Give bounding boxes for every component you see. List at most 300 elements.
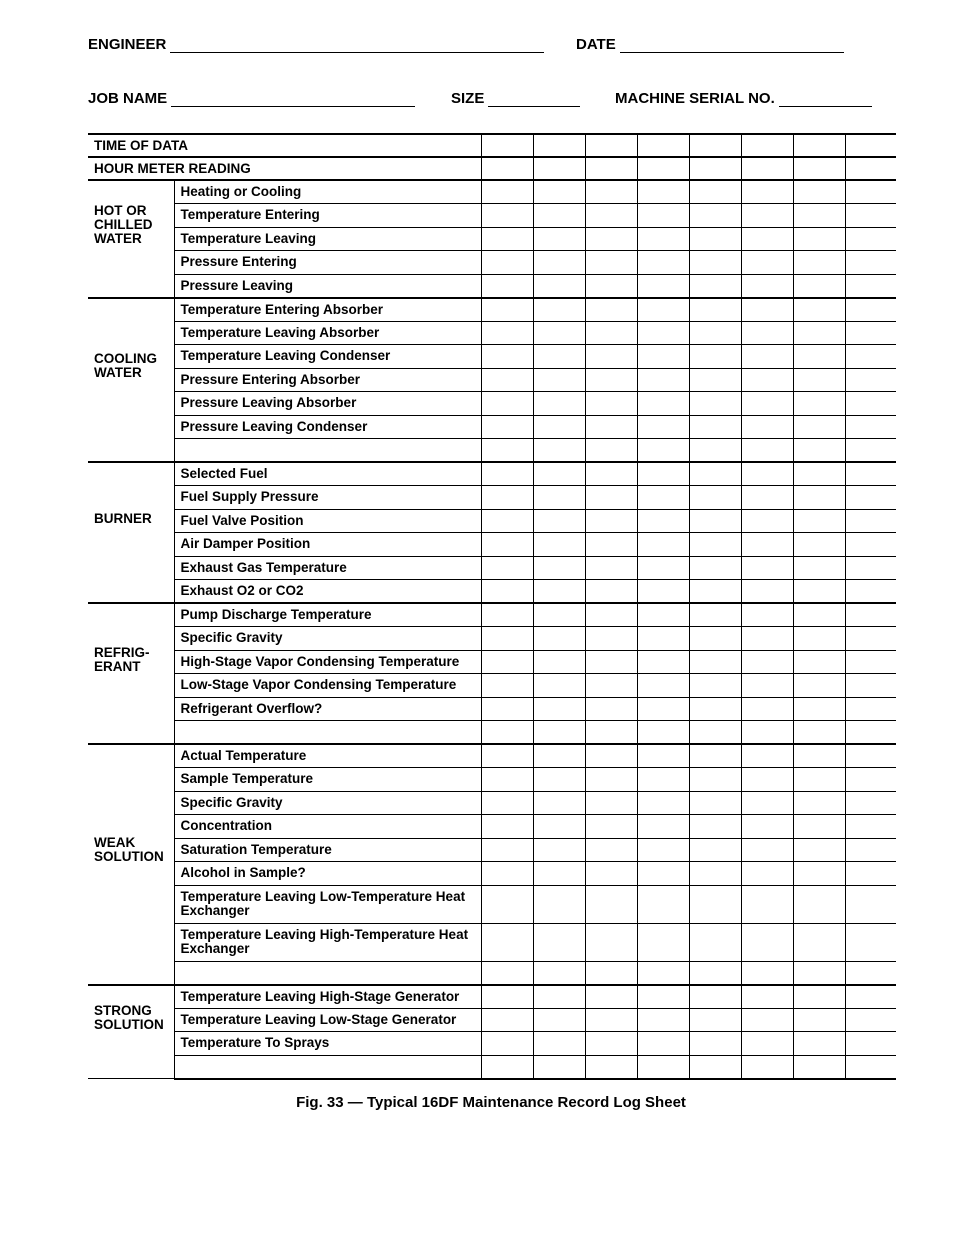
entry-cell[interactable] <box>533 1008 585 1032</box>
entry-cell[interactable] <box>845 509 896 533</box>
entry-cell[interactable] <box>585 768 637 792</box>
entry-cell[interactable] <box>533 603 585 627</box>
entry-cell[interactable] <box>845 650 896 674</box>
entry-cell[interactable] <box>793 251 845 275</box>
entry-cell[interactable] <box>845 744 896 768</box>
entry-cell[interactable] <box>793 439 845 463</box>
entry-cell[interactable] <box>741 603 793 627</box>
entry-cell[interactable] <box>793 961 845 985</box>
entry-cell[interactable] <box>793 392 845 416</box>
entry-cell[interactable] <box>637 815 689 839</box>
entry-cell[interactable] <box>793 345 845 369</box>
entry-cell[interactable] <box>481 580 533 604</box>
entry-cell[interactable] <box>481 838 533 862</box>
entry-cell[interactable] <box>585 1055 637 1079</box>
entry-cell[interactable] <box>585 251 637 275</box>
entry-cell[interactable] <box>481 180 533 204</box>
entry-cell[interactable] <box>637 227 689 251</box>
entry-cell[interactable] <box>689 1032 741 1056</box>
entry-cell[interactable] <box>741 721 793 745</box>
entry-cell[interactable] <box>689 650 741 674</box>
entry-cell[interactable] <box>481 768 533 792</box>
entry-cell[interactable] <box>481 298 533 322</box>
entry-cell[interactable] <box>689 923 741 961</box>
entry-cell[interactable] <box>637 744 689 768</box>
entry-cell[interactable] <box>533 697 585 721</box>
entry-cell[interactable] <box>481 204 533 228</box>
entry-cell[interactable] <box>585 533 637 557</box>
entry-cell[interactable] <box>741 791 793 815</box>
entry-cell[interactable] <box>793 838 845 862</box>
entry-cell[interactable] <box>793 157 845 180</box>
entry-cell[interactable] <box>845 251 896 275</box>
entry-cell[interactable] <box>533 227 585 251</box>
entry-cell[interactable] <box>481 862 533 886</box>
entry-cell[interactable] <box>845 180 896 204</box>
entry-cell[interactable] <box>689 1055 741 1079</box>
entry-cell[interactable] <box>793 985 845 1009</box>
entry-cell[interactable] <box>793 486 845 510</box>
entry-cell[interactable] <box>585 721 637 745</box>
entry-cell[interactable] <box>585 204 637 228</box>
entry-cell[interactable] <box>741 509 793 533</box>
entry-cell[interactable] <box>533 204 585 228</box>
entry-cell[interactable] <box>689 862 741 886</box>
entry-cell[interactable] <box>793 1032 845 1056</box>
entry-cell[interactable] <box>845 1032 896 1056</box>
entry-cell[interactable] <box>533 392 585 416</box>
entry-cell[interactable] <box>689 768 741 792</box>
entry-cell[interactable] <box>481 815 533 839</box>
entry-cell[interactable] <box>689 392 741 416</box>
entry-cell[interactable] <box>845 985 896 1009</box>
entry-cell[interactable] <box>533 627 585 651</box>
entry-cell[interactable] <box>481 721 533 745</box>
entry-cell[interactable] <box>845 556 896 580</box>
entry-cell[interactable] <box>793 1055 845 1079</box>
entry-cell[interactable] <box>793 815 845 839</box>
entry-cell[interactable] <box>741 392 793 416</box>
entry-cell[interactable] <box>637 838 689 862</box>
entry-cell[interactable] <box>533 274 585 298</box>
entry-cell[interactable] <box>793 885 845 923</box>
entry-cell[interactable] <box>637 650 689 674</box>
job-name-input-line[interactable] <box>171 92 415 107</box>
entry-cell[interactable] <box>689 580 741 604</box>
entry-cell[interactable] <box>689 180 741 204</box>
entry-cell[interactable] <box>845 204 896 228</box>
entry-cell[interactable] <box>533 674 585 698</box>
entry-cell[interactable] <box>689 885 741 923</box>
entry-cell[interactable] <box>741 368 793 392</box>
entry-cell[interactable] <box>637 274 689 298</box>
entry-cell[interactable] <box>793 180 845 204</box>
entry-cell[interactable] <box>481 985 533 1009</box>
entry-cell[interactable] <box>585 862 637 886</box>
entry-cell[interactable] <box>845 768 896 792</box>
entry-cell[interactable] <box>533 791 585 815</box>
entry-cell[interactable] <box>689 439 741 463</box>
entry-cell[interactable] <box>845 791 896 815</box>
entry-cell[interactable] <box>481 1032 533 1056</box>
entry-cell[interactable] <box>533 556 585 580</box>
entry-cell[interactable] <box>845 961 896 985</box>
entry-cell[interactable] <box>689 603 741 627</box>
entry-cell[interactable] <box>637 862 689 886</box>
entry-cell[interactable] <box>533 298 585 322</box>
entry-cell[interactable] <box>533 961 585 985</box>
entry-cell[interactable] <box>637 580 689 604</box>
entry-cell[interactable] <box>481 486 533 510</box>
date-input-line[interactable] <box>620 38 844 53</box>
entry-cell[interactable] <box>637 1055 689 1079</box>
entry-cell[interactable] <box>845 227 896 251</box>
entry-cell[interactable] <box>533 251 585 275</box>
entry-cell[interactable] <box>637 415 689 439</box>
entry-cell[interactable] <box>689 251 741 275</box>
entry-cell[interactable] <box>585 180 637 204</box>
entry-cell[interactable] <box>793 509 845 533</box>
entry-cell[interactable] <box>741 227 793 251</box>
entry-cell[interactable] <box>585 439 637 463</box>
entry-cell[interactable] <box>481 345 533 369</box>
entry-cell[interactable] <box>741 157 793 180</box>
entry-cell[interactable] <box>689 274 741 298</box>
entry-cell[interactable] <box>481 923 533 961</box>
entry-cell[interactable] <box>481 227 533 251</box>
entry-cell[interactable] <box>741 415 793 439</box>
entry-cell[interactable] <box>585 368 637 392</box>
entry-cell[interactable] <box>845 721 896 745</box>
entry-cell[interactable] <box>585 985 637 1009</box>
entry-cell[interactable] <box>741 134 793 157</box>
entry-cell[interactable] <box>481 1055 533 1079</box>
entry-cell[interactable] <box>481 533 533 557</box>
entry-cell[interactable] <box>481 415 533 439</box>
entry-cell[interactable] <box>637 556 689 580</box>
entry-cell[interactable] <box>845 157 896 180</box>
entry-cell[interactable] <box>637 298 689 322</box>
entry-cell[interactable] <box>793 627 845 651</box>
entry-cell[interactable] <box>845 862 896 886</box>
entry-cell[interactable] <box>741 321 793 345</box>
entry-cell[interactable] <box>585 298 637 322</box>
entry-cell[interactable] <box>533 650 585 674</box>
entry-cell[interactable] <box>533 157 585 180</box>
entry-cell[interactable] <box>689 985 741 1009</box>
entry-cell[interactable] <box>793 321 845 345</box>
entry-cell[interactable] <box>689 556 741 580</box>
entry-cell[interactable] <box>793 650 845 674</box>
entry-cell[interactable] <box>741 1032 793 1056</box>
entry-cell[interactable] <box>741 298 793 322</box>
entry-cell[interactable] <box>533 862 585 886</box>
entry-cell[interactable] <box>585 815 637 839</box>
entry-cell[interactable] <box>741 650 793 674</box>
entry-cell[interactable] <box>689 321 741 345</box>
entry-cell[interactable] <box>637 392 689 416</box>
entry-cell[interactable] <box>585 157 637 180</box>
entry-cell[interactable] <box>793 274 845 298</box>
entry-cell[interactable] <box>481 321 533 345</box>
entry-cell[interactable] <box>689 298 741 322</box>
entry-cell[interactable] <box>741 627 793 651</box>
entry-cell[interactable] <box>481 274 533 298</box>
entry-cell[interactable] <box>741 556 793 580</box>
entry-cell[interactable] <box>845 486 896 510</box>
entry-cell[interactable] <box>481 650 533 674</box>
entry-cell[interactable] <box>741 251 793 275</box>
entry-cell[interactable] <box>741 961 793 985</box>
entry-cell[interactable] <box>585 321 637 345</box>
entry-cell[interactable] <box>845 368 896 392</box>
entry-cell[interactable] <box>637 923 689 961</box>
entry-cell[interactable] <box>481 439 533 463</box>
entry-cell[interactable] <box>533 368 585 392</box>
entry-cell[interactable] <box>481 392 533 416</box>
entry-cell[interactable] <box>845 838 896 862</box>
entry-cell[interactable] <box>533 345 585 369</box>
entry-cell[interactable] <box>845 1008 896 1032</box>
entry-cell[interactable] <box>793 744 845 768</box>
entry-cell[interactable] <box>793 533 845 557</box>
entry-cell[interactable] <box>585 227 637 251</box>
entry-cell[interactable] <box>533 838 585 862</box>
entry-cell[interactable] <box>793 697 845 721</box>
entry-cell[interactable] <box>637 180 689 204</box>
entry-cell[interactable] <box>533 923 585 961</box>
entry-cell[interactable] <box>637 1008 689 1032</box>
entry-cell[interactable] <box>689 157 741 180</box>
entry-cell[interactable] <box>637 321 689 345</box>
entry-cell[interactable] <box>793 674 845 698</box>
entry-cell[interactable] <box>741 885 793 923</box>
entry-cell[interactable] <box>585 486 637 510</box>
entry-cell[interactable] <box>793 721 845 745</box>
entry-cell[interactable] <box>533 509 585 533</box>
entry-cell[interactable] <box>845 415 896 439</box>
entry-cell[interactable] <box>637 885 689 923</box>
entry-cell[interactable] <box>741 486 793 510</box>
entry-cell[interactable] <box>481 1008 533 1032</box>
entry-cell[interactable] <box>533 985 585 1009</box>
entry-cell[interactable] <box>741 580 793 604</box>
entry-cell[interactable] <box>793 791 845 815</box>
entry-cell[interactable] <box>481 462 533 486</box>
entry-cell[interactable] <box>585 603 637 627</box>
entry-cell[interactable] <box>741 985 793 1009</box>
entry-cell[interactable] <box>481 509 533 533</box>
entry-cell[interactable] <box>637 345 689 369</box>
entry-cell[interactable] <box>585 650 637 674</box>
entry-cell[interactable] <box>845 274 896 298</box>
entry-cell[interactable] <box>793 134 845 157</box>
entry-cell[interactable] <box>741 697 793 721</box>
entry-cell[interactable] <box>637 251 689 275</box>
entry-cell[interactable] <box>689 204 741 228</box>
entry-cell[interactable] <box>793 1008 845 1032</box>
entry-cell[interactable] <box>585 274 637 298</box>
entry-cell[interactable] <box>845 462 896 486</box>
entry-cell[interactable] <box>585 961 637 985</box>
entry-cell[interactable] <box>689 462 741 486</box>
entry-cell[interactable] <box>533 1055 585 1079</box>
entry-cell[interactable] <box>481 368 533 392</box>
entry-cell[interactable] <box>793 923 845 961</box>
entry-cell[interactable] <box>637 1032 689 1056</box>
entry-cell[interactable] <box>585 1032 637 1056</box>
entry-cell[interactable] <box>585 556 637 580</box>
entry-cell[interactable] <box>689 415 741 439</box>
entry-cell[interactable] <box>689 674 741 698</box>
entry-cell[interactable] <box>637 462 689 486</box>
entry-cell[interactable] <box>481 791 533 815</box>
entry-cell[interactable] <box>845 298 896 322</box>
entry-cell[interactable] <box>689 791 741 815</box>
entry-cell[interactable] <box>845 321 896 345</box>
entry-cell[interactable] <box>481 744 533 768</box>
entry-cell[interactable] <box>793 603 845 627</box>
entry-cell[interactable] <box>741 345 793 369</box>
entry-cell[interactable] <box>689 961 741 985</box>
entry-cell[interactable] <box>533 134 585 157</box>
entry-cell[interactable] <box>845 345 896 369</box>
entry-cell[interactable] <box>793 768 845 792</box>
entry-cell[interactable] <box>585 345 637 369</box>
entry-cell[interactable] <box>585 697 637 721</box>
entry-cell[interactable] <box>689 721 741 745</box>
entry-cell[interactable] <box>637 791 689 815</box>
entry-cell[interactable] <box>689 744 741 768</box>
entry-cell[interactable] <box>585 1008 637 1032</box>
entry-cell[interactable] <box>585 885 637 923</box>
entry-cell[interactable] <box>533 885 585 923</box>
entry-cell[interactable] <box>845 815 896 839</box>
entry-cell[interactable] <box>689 627 741 651</box>
entry-cell[interactable] <box>689 838 741 862</box>
entry-cell[interactable] <box>793 415 845 439</box>
entry-cell[interactable] <box>533 768 585 792</box>
entry-cell[interactable] <box>845 674 896 698</box>
entry-cell[interactable] <box>689 368 741 392</box>
size-input-line[interactable] <box>488 92 580 107</box>
entry-cell[interactable] <box>741 744 793 768</box>
entry-cell[interactable] <box>637 204 689 228</box>
entry-cell[interactable] <box>533 439 585 463</box>
entry-cell[interactable] <box>845 627 896 651</box>
entry-cell[interactable] <box>585 923 637 961</box>
entry-cell[interactable] <box>637 627 689 651</box>
entry-cell[interactable] <box>533 815 585 839</box>
entry-cell[interactable] <box>585 415 637 439</box>
entry-cell[interactable] <box>481 603 533 627</box>
entry-cell[interactable] <box>585 580 637 604</box>
entry-cell[interactable] <box>481 627 533 651</box>
entry-cell[interactable] <box>741 439 793 463</box>
entry-cell[interactable] <box>845 697 896 721</box>
entry-cell[interactable] <box>637 674 689 698</box>
entry-cell[interactable] <box>533 744 585 768</box>
entry-cell[interactable] <box>741 204 793 228</box>
entry-cell[interactable] <box>585 462 637 486</box>
entry-cell[interactable] <box>741 815 793 839</box>
entry-cell[interactable] <box>741 674 793 698</box>
entry-cell[interactable] <box>481 674 533 698</box>
entry-cell[interactable] <box>741 1055 793 1079</box>
entry-cell[interactable] <box>741 862 793 886</box>
entry-cell[interactable] <box>533 462 585 486</box>
entry-cell[interactable] <box>637 134 689 157</box>
entry-cell[interactable] <box>689 134 741 157</box>
entry-cell[interactable] <box>637 368 689 392</box>
entry-cell[interactable] <box>481 961 533 985</box>
entry-cell[interactable] <box>533 415 585 439</box>
entry-cell[interactable] <box>637 439 689 463</box>
entry-cell[interactable] <box>481 251 533 275</box>
entry-cell[interactable] <box>533 486 585 510</box>
entry-cell[interactable] <box>689 486 741 510</box>
entry-cell[interactable] <box>637 697 689 721</box>
entry-cell[interactable] <box>585 838 637 862</box>
entry-cell[interactable] <box>741 274 793 298</box>
entry-cell[interactable] <box>689 1008 741 1032</box>
entry-cell[interactable] <box>585 791 637 815</box>
entry-cell[interactable] <box>741 838 793 862</box>
entry-cell[interactable] <box>585 392 637 416</box>
entry-cell[interactable] <box>533 721 585 745</box>
entry-cell[interactable] <box>741 923 793 961</box>
entry-cell[interactable] <box>741 462 793 486</box>
entry-cell[interactable] <box>585 674 637 698</box>
entry-cell[interactable] <box>793 204 845 228</box>
entry-cell[interactable] <box>845 533 896 557</box>
entry-cell[interactable] <box>689 815 741 839</box>
entry-cell[interactable] <box>585 627 637 651</box>
entry-cell[interactable] <box>845 580 896 604</box>
entry-cell[interactable] <box>637 961 689 985</box>
entry-cell[interactable] <box>533 1032 585 1056</box>
entry-cell[interactable] <box>689 345 741 369</box>
entry-cell[interactable] <box>637 603 689 627</box>
entry-cell[interactable] <box>689 533 741 557</box>
entry-cell[interactable] <box>533 533 585 557</box>
entry-cell[interactable] <box>845 923 896 961</box>
entry-cell[interactable] <box>585 744 637 768</box>
entry-cell[interactable] <box>741 180 793 204</box>
entry-cell[interactable] <box>741 533 793 557</box>
entry-cell[interactable] <box>793 368 845 392</box>
entry-cell[interactable] <box>845 1055 896 1079</box>
entry-cell[interactable] <box>741 1008 793 1032</box>
entry-cell[interactable] <box>689 227 741 251</box>
entry-cell[interactable] <box>793 862 845 886</box>
entry-cell[interactable] <box>637 533 689 557</box>
entry-cell[interactable] <box>793 556 845 580</box>
entry-cell[interactable] <box>481 697 533 721</box>
entry-cell[interactable] <box>637 157 689 180</box>
entry-cell[interactable] <box>689 509 741 533</box>
entry-cell[interactable] <box>637 509 689 533</box>
entry-cell[interactable] <box>845 134 896 157</box>
entry-cell[interactable] <box>585 134 637 157</box>
entry-cell[interactable] <box>637 768 689 792</box>
entry-cell[interactable] <box>689 697 741 721</box>
entry-cell[interactable] <box>793 580 845 604</box>
engineer-input-line[interactable] <box>170 38 544 53</box>
entry-cell[interactable] <box>533 321 585 345</box>
entry-cell[interactable] <box>793 462 845 486</box>
entry-cell[interactable] <box>637 486 689 510</box>
